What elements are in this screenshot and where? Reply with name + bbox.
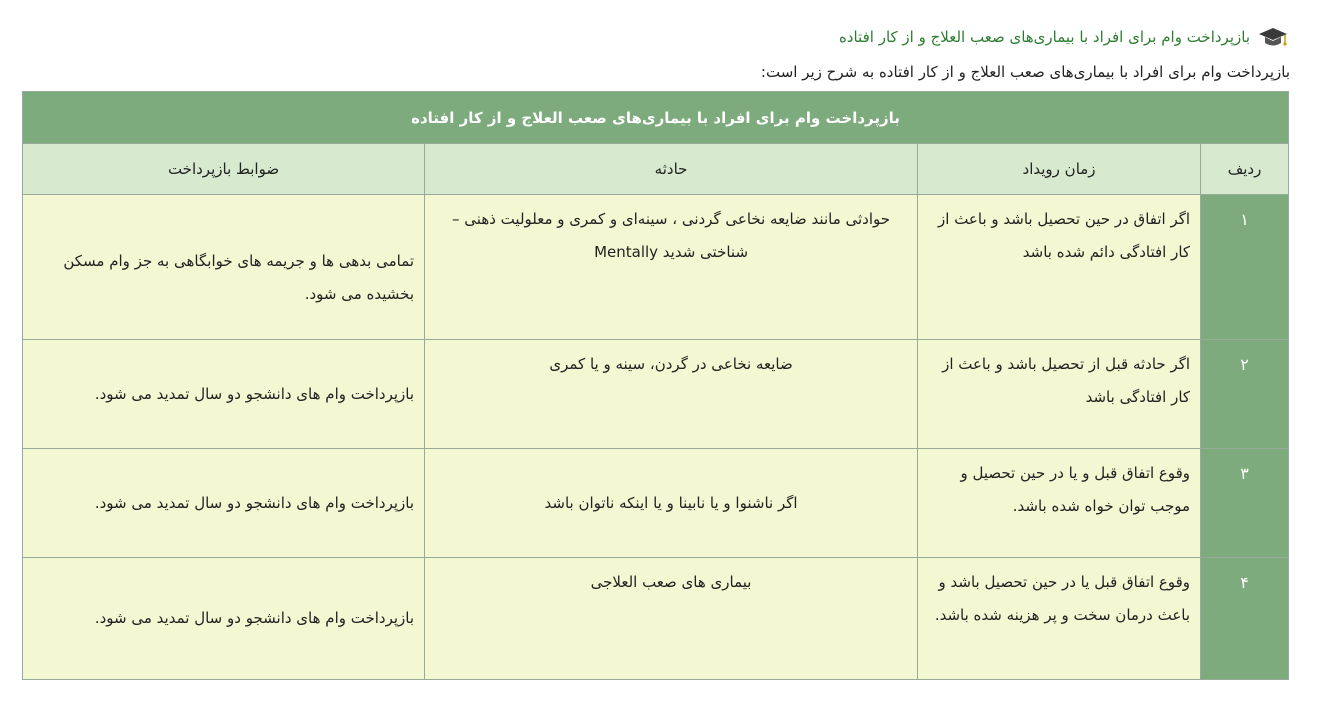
- row-event: اگر ناشنوا و یا نابینا و یا اینکه ناتوان باشد: [425, 449, 918, 558]
- table-row: [23, 340, 1289, 449]
- column-header-index: ردیف: [1201, 144, 1289, 195]
- loan-repayment-table: [22, 91, 1289, 680]
- column-header-time: زمان رویداد: [918, 144, 1201, 195]
- row-time: اگر اتفاق در حین تحصیل باشد و باعث از کار افتادگی دائم شده باشد: [918, 195, 1201, 340]
- row-event: بیماری های صعب العلاجی: [425, 558, 918, 680]
- row-rules: بازپرداخت وام های دانشجو دو سال تمدید می شود.: [23, 449, 425, 558]
- row-time: وقوع اتفاق قبل و یا در حین تحصیل و موجب توان خواه شده باشد.: [918, 449, 1201, 558]
- row-event: ضایعه نخاعی در گردن، سینه و یا کمری: [425, 340, 918, 449]
- row-index: ۴: [1201, 558, 1289, 680]
- intro-text: بازپرداخت وام برای افراد با بیماری‌های صعب العلاج و از کار افتاده به شرح زیر است:: [760, 63, 1290, 81]
- row-event: حوادثی مانند ضایعه نخاعی گردنی ، سینه‌ای و کمری و معلولیت ذهنی – شناختی شدید Mentally: [425, 195, 918, 340]
- row-index: ۲: [1201, 340, 1289, 449]
- row-time: اگر حادثه قبل از تحصیل باشد و باعث از کار افتادگی باشد: [918, 340, 1201, 449]
- row-time: وقوع اتفاق قبل یا در حین تحصیل باشد و باعث درمان سخت و پر هزینه شده باشد.: [918, 558, 1201, 680]
- table-row: [23, 195, 1289, 340]
- row-index: ۳: [1201, 449, 1289, 558]
- graduation-cap-icon: [1258, 24, 1288, 50]
- row-index: ۱: [1201, 195, 1289, 340]
- row-rules: تمامی بدهی ها و جریمه های خوابگاهی به جز وام مسکن بخشیده می شود.: [23, 195, 425, 340]
- table-row: [23, 558, 1289, 680]
- section-heading-text: بازپرداخت وام برای افراد با بیماری‌های صعب العلاج و از کار افتاده: [838, 28, 1250, 46]
- table-row: [23, 449, 1289, 558]
- table-title: بازپرداخت وام برای افراد با بیماری‌های صعب العلاج و از کار افتاده: [23, 92, 1289, 144]
- column-header-event: حادثه: [425, 144, 918, 195]
- column-header-rules: ضوابط بازپرداخت: [23, 144, 425, 195]
- section-heading: [839, 24, 1288, 50]
- row-rules: بازپرداخت وام های دانشجو دو سال تمدید می شود.: [23, 340, 425, 449]
- row-rules: بازپرداخت وام های دانشجو دو سال تمدید می شود.: [23, 558, 425, 680]
